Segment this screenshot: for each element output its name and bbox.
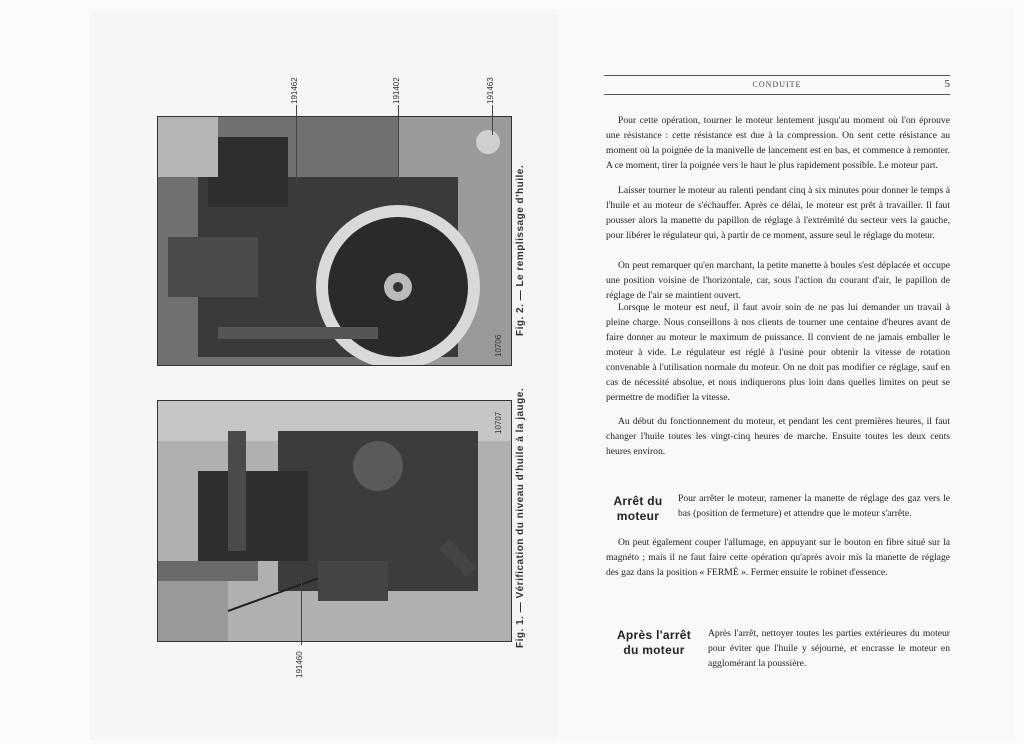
paragraph-1: Pour cette opération, tourner le moteur lentement jusqu'au moment où l'on éprouve une résistance : cette résistance est due à la compression. On sent cette résistance au moment où la poignée de la manivelle de lancement est en bas, et commence à remonter. A ce moment, tirer la poignée vers le haut le plus rapidement possible. Le moteur part. bbox=[606, 115, 950, 171]
running-head: CONDUITE bbox=[752, 80, 802, 89]
callout-leader-1 bbox=[296, 105, 297, 185]
callout-leader-2 bbox=[398, 105, 399, 180]
figure-2-caption: Fig. 2. — Le remplissage d'huile. bbox=[515, 164, 526, 336]
header-rule-bottom bbox=[604, 94, 950, 95]
paragraph-3: On peut remarquer qu'en marchant, la petite manette à boules s'est déplacée et occupe une position voisine de l'horizontale, car, sous l'action du courant d'air, le papillon de réglage de l'air se maintient ouvert. bbox=[606, 260, 950, 301]
paragraph-5: Au début du fonctionnement du moteur, et pendant les cent premières heures, il faut changer l'huile toutes les vingt-cinq heures de marche. Ensuite toutes les deux cents heures environ. bbox=[606, 416, 950, 457]
heading-apres-line2: du moteur bbox=[623, 643, 685, 657]
arret-text: Pour arrêter le moteur, ramener la manette de réglage des gaz vers le bas (position de fermeture) et attendre que le moteur s'arrête. bbox=[678, 493, 950, 519]
engine-photo-drawing-2 bbox=[158, 401, 511, 641]
heading-apres-arret bbox=[604, 628, 704, 658]
heading-arret-line2: moteur bbox=[616, 509, 660, 523]
engine-photo-drawing bbox=[158, 117, 511, 365]
engine-photo-oil-filling bbox=[157, 116, 512, 366]
callout-leader-3 bbox=[492, 105, 493, 135]
callout-191463: 191463 bbox=[486, 77, 495, 104]
plate-number-10707: 10707 bbox=[494, 411, 503, 434]
heading-arret-line1: Arrêt du bbox=[613, 494, 663, 508]
page-number: 5 bbox=[944, 78, 950, 90]
heading-arret-du-moteur bbox=[604, 494, 672, 524]
engine-photo-oil-gauge bbox=[157, 400, 512, 642]
paragraph-2: Laisser tourner le moteur au ralenti pendant cinq à six minutes pour donner le temps à l'huile et au moteur de s'échauffer. Après ce délai, le moteur est prêt à travailler. Il faut pousser alors la manette du papillon de réglage à l'extrémité du secteur vers la gauche, pour libérer le régulateur qui, à partir de ce moment, assure seul le réglage du moteur. bbox=[606, 185, 950, 241]
header-rule-top bbox=[604, 75, 950, 76]
apres-text: Après l'arrêt, nettoyer toutes les parties extérieures du moteur pour éviter que l'huile y séjourne, et encrasse le moteur en agglomérant la poussière. bbox=[708, 628, 950, 669]
arret-text-2: On peut également couper l'allumage, en appuyant sur le bouton en fibre situé sur la magnéto ; mais il ne faut faire cette opération qu'après avoir mis la manette de réglage des gaz dans la position « FERMÉ ». Fermer ensuite le robinet d'essence. bbox=[606, 537, 950, 578]
callout-leader-4 bbox=[301, 575, 302, 645]
plate-number-10706: 10706 bbox=[494, 334, 503, 357]
figure-1-caption: Fig. 1. — Vérification du niveau d'huile à la jauge. bbox=[515, 387, 526, 648]
callout-191462: 191462 bbox=[290, 77, 299, 104]
paragraph-4: Lorsque le moteur est neuf, il faut avoir soin de ne pas lui demander un travail à pleine charge. Nous conseillons à nos clients de tourner une centaine d'heures avant de faire donner au moteur le maximum de puissance. Il convient de ne jamais emballer le moteur à vide. Le régulateur est réglé à l'usine pour obtenir la vitesse de rotation convenable à l'utilisation normale du moteur. On ne doit pas modifier ce réglage, sauf en cas de nécessité absolue, et nous indiquerons plus loin dans quelles limites on peut se permettre de modifier la vitesse. bbox=[606, 302, 950, 403]
callout-191402: 191402 bbox=[392, 77, 401, 104]
callout-191460: 191460 bbox=[295, 651, 304, 678]
heading-apres-line1: Après l'arrêt bbox=[616, 628, 692, 642]
